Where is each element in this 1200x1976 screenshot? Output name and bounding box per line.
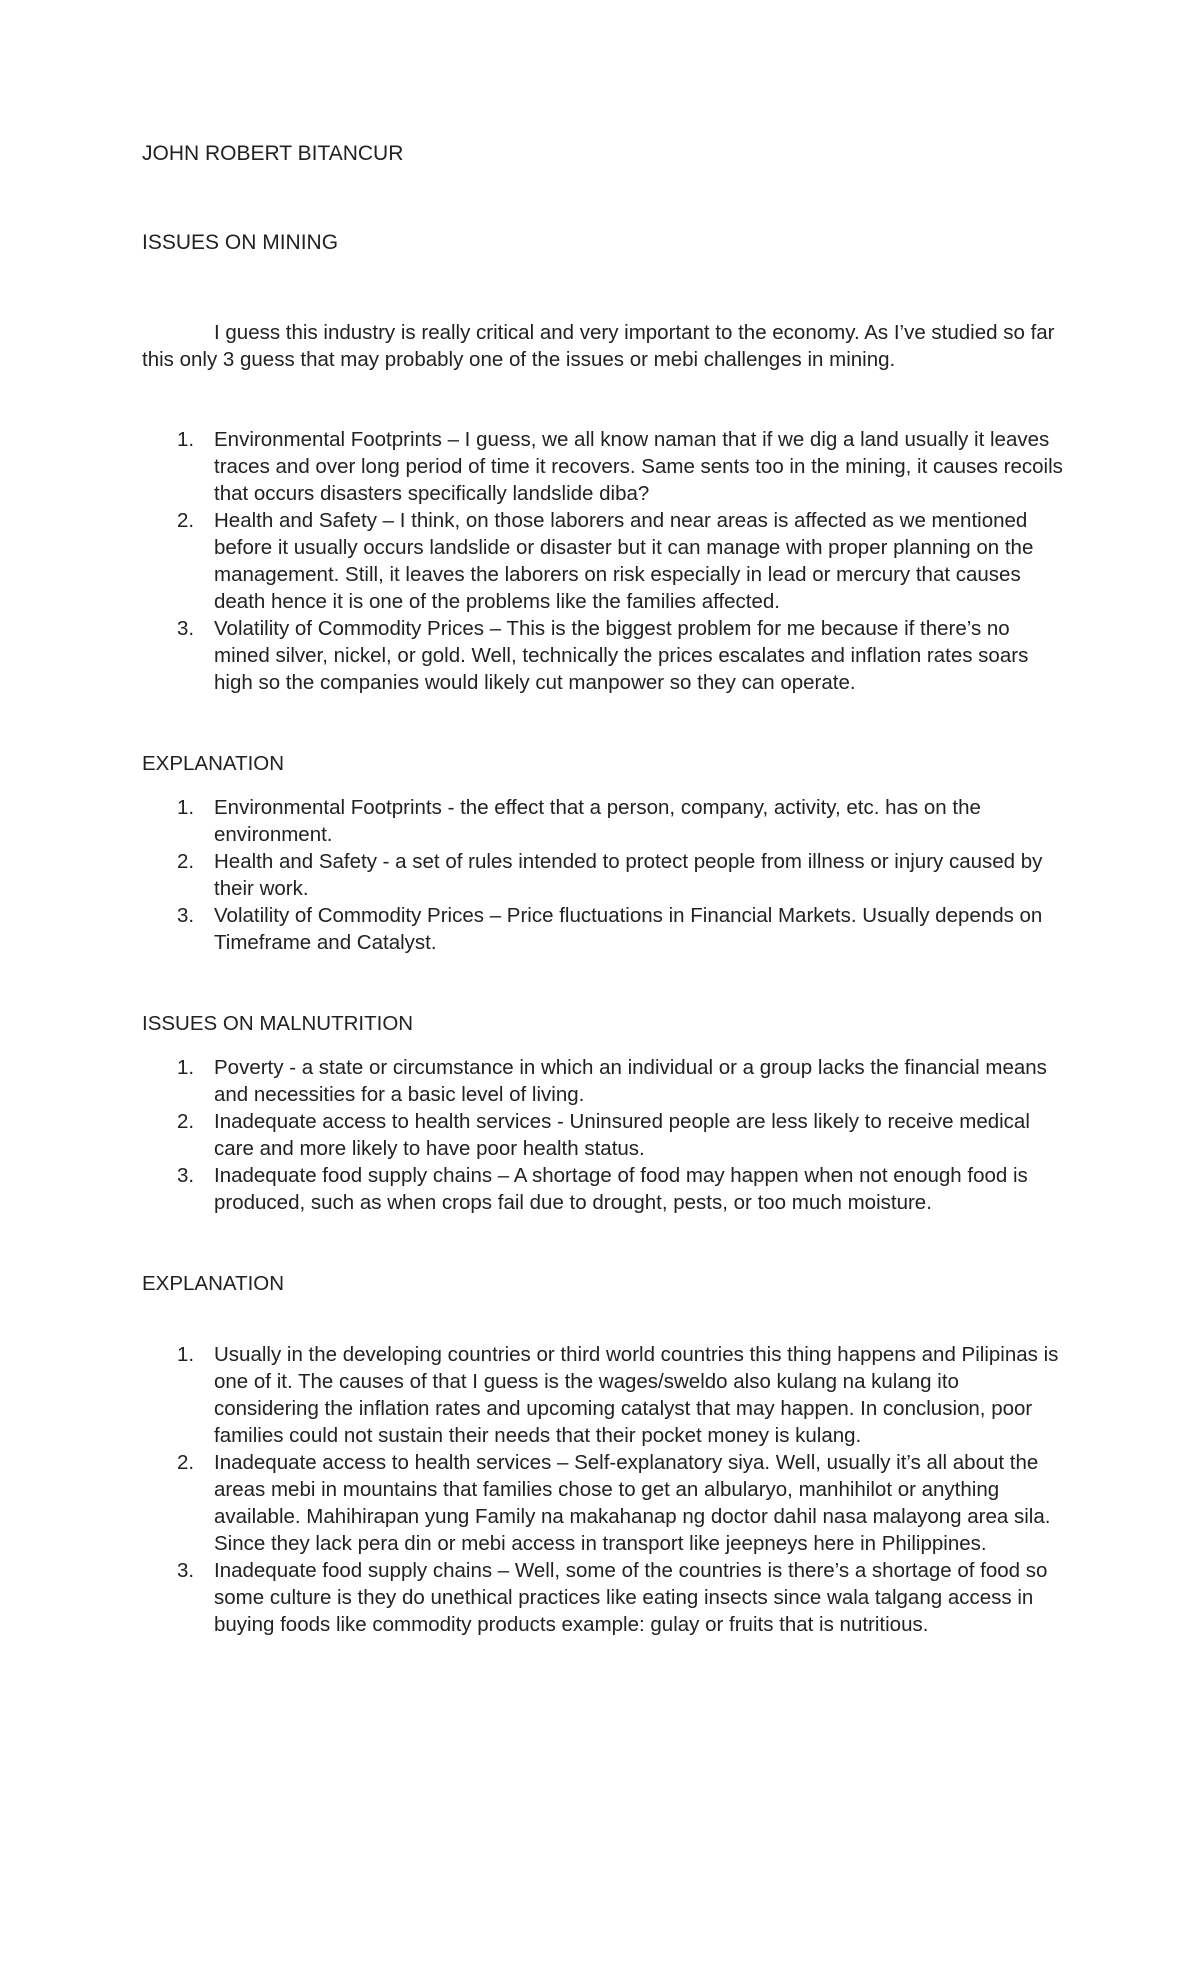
list-item-text: Health and Safety – I think, on those laborers and near areas is affected as we mentioned before it usually occurs landslide or disaster but it can manage with proper planning on the management. Still, it leaves the laborers on risk especially in lead or mercury that causes death hence it is one of the problems like the families affected. [214, 509, 1034, 613]
list-item [142, 1341, 1067, 1449]
list-number: 2. [177, 509, 195, 532]
list-number: 1. [177, 796, 195, 819]
list-item [142, 794, 1067, 848]
explanation-heading-2: EXPLANATION [142, 1272, 285, 1295]
list-item-text: Inadequate food supply chains – A shortage of food may happen when not enough food is produced, such as when crops fail due to drought, pests, or too much moisture. [214, 1164, 1028, 1214]
document-title: ISSUES ON MINING [142, 231, 339, 254]
explanation-list-2 [142, 1341, 1067, 1638]
list-item [142, 426, 1067, 507]
author-name: JOHN ROBERT BITANCUR [142, 142, 404, 165]
list-item [142, 1449, 1067, 1557]
list-item-text: Environmental Footprints - the effect that a person, company, activity, etc. has on the environment. [214, 796, 981, 846]
list-number: 2. [177, 1110, 195, 1133]
list-number: 3. [177, 904, 195, 927]
list-item [142, 902, 1067, 956]
list-number: 3. [177, 617, 195, 640]
list-item-text: Environmental Footprints – I guess, we all know naman that if we dig a land usually it leaves traces and over long period of time it recovers. Same sents too in the mining, it causes recoils that occurs disasters specifically landslide diba? [214, 428, 1063, 505]
malnutrition-heading: ISSUES ON MALNUTRITION [142, 1012, 414, 1035]
list-item-text: Health and Safety - a set of rules intended to protect people from illness or injury caused by their work. [214, 850, 1043, 900]
list-item-text: Volatility of Commodity Prices – Price fluctuations in Financial Markets. Usually depends on Timeframe and Catalyst. [214, 904, 1043, 954]
list-number: 1. [177, 1343, 195, 1366]
list-number: 1. [177, 428, 195, 451]
list-number: 3. [177, 1164, 195, 1187]
list-number: 2. [177, 1451, 195, 1474]
mining-issues-list [142, 426, 1067, 696]
list-item [142, 1557, 1067, 1638]
malnutrition-issues-list [142, 1054, 1067, 1216]
list-number: 1. [177, 1056, 195, 1079]
list-item [142, 848, 1067, 902]
list-item-text: Poverty - a state or circumstance in which an individual or a group lacks the financial means and necessities for a basic level of living. [214, 1056, 1047, 1106]
explanation-list-1 [142, 794, 1067, 956]
list-item-text: Volatility of Commodity Prices – This is the biggest problem for me because if there’s no mined silver, nickel, or gold. Well, technically the prices escalates and inflation rates soars high so the companies would likely cut manpower so they can operate. [214, 617, 1029, 694]
list-item [142, 507, 1067, 615]
list-item [142, 1054, 1067, 1108]
intro-paragraph: I guess this industry is really critical and very important to the economy. As I’ve studied so far this only 3 guess that may probably one of the issues or mebi challenges in mining. [142, 321, 1055, 371]
list-number: 2. [177, 850, 195, 873]
list-item-text: Inadequate access to health services - Uninsured people are less likely to receive medical care and more likely to have poor health status. [214, 1110, 1030, 1160]
list-item-text: Inadequate food supply chains – Well, some of the countries is there’s a shortage of food so some culture is they do unethical practices like eating insects since wala talgang access in buying foods like commodity products example: gulay or fruits that is nutritious. [214, 1559, 1048, 1636]
list-item [142, 1162, 1067, 1216]
list-item [142, 1108, 1067, 1162]
list-item-text: Inadequate access to health services – Self-explanatory siya. Well, usually it’s all about the areas mebi in mountains that families chose to get an albularyo, manhihilot or anything available. Mahihirapan yung Family na makahanap ng doctor dahil nasa malayong area sila. Since they lack pera din or mebi access in transport like jeepneys here in Philippines. [214, 1451, 1051, 1555]
list-item [142, 615, 1067, 696]
document-page [142, 140, 1067, 1638]
list-item-text: Usually in the developing countries or third world countries this thing happens and Pilipinas is one of it. The causes of that I guess is the wages/sweldo also kulang na kulang ito considering the inflation rates and upcoming catalyst that may happen. In conclusion, poor families could not sustain their needs that their pocket money is kulang. [214, 1343, 1059, 1447]
list-number: 3. [177, 1559, 195, 1582]
explanation-heading-1: EXPLANATION [142, 752, 285, 775]
